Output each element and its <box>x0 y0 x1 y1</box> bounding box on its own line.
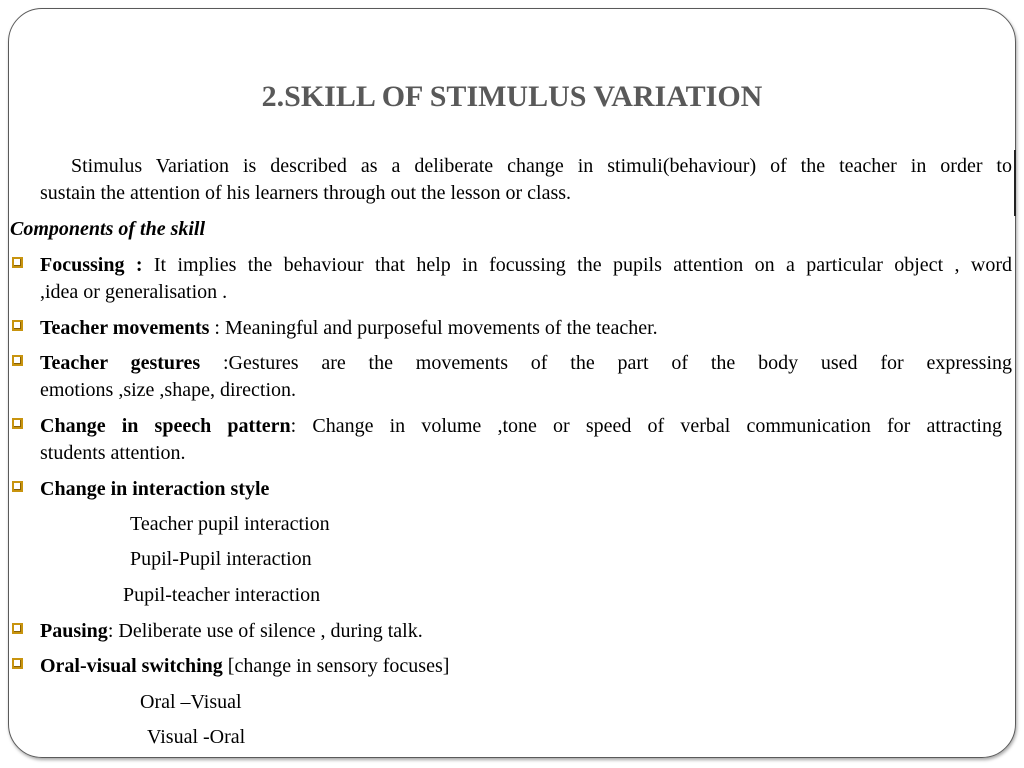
item-text: [change in sensory focuses] <box>222 655 450 677</box>
item-text: It implies the behaviour that help in focussing the pupils attention on a particular object , word <box>142 254 1012 276</box>
item-term: Teacher movements <box>40 317 210 339</box>
item-text: : Deliberate use of silence , during talk. <box>107 620 423 642</box>
intro-line-1: Stimulus Variation is described as a deliberate change in stimuli(behaviour) of the teacher in order to <box>71 155 1012 177</box>
item-oral-visual-switching <box>40 653 449 679</box>
item-pausing <box>40 618 423 644</box>
switching-type: Visual -Oral <box>147 726 246 748</box>
item-text: : Change in volume ,tone or speed of verbal communication for attracting <box>290 415 1002 437</box>
item-focussing-line2: ,idea or generalisation . <box>40 281 228 303</box>
intro-line-2: sustain the attention of his learners through out the lesson or class. <box>40 182 572 204</box>
slide-title: 2.SKILL OF STIMULUS VARIATION <box>261 80 763 113</box>
item-term: Pausing <box>40 620 108 642</box>
interaction-type: Teacher pupil interaction <box>130 513 330 535</box>
bullet-icon <box>12 658 23 669</box>
bullet-icon <box>12 355 23 366</box>
item-interaction-style <box>40 476 269 502</box>
item-text: : Meaningful and purposeful movements of the teacher. <box>209 317 658 339</box>
item-teacher-gestures-line2: emotions ,size ,shape, direction. <box>40 379 297 401</box>
bullet-icon <box>12 418 23 429</box>
bullet-icon <box>12 623 23 634</box>
bullet-icon <box>12 257 23 268</box>
item-teacher-gestures <box>40 350 1012 376</box>
item-term: Change in speech pattern <box>40 415 291 437</box>
components-heading: Components of the skill <box>10 218 206 240</box>
item-speech-pattern <box>40 413 1002 439</box>
item-term: Teacher gestures <box>40 352 201 374</box>
interaction-type: Pupil-Pupil interaction <box>130 548 312 570</box>
item-term: Focussing : <box>40 254 143 276</box>
switching-type: Oral –Visual <box>140 691 242 713</box>
item-term: Oral-visual switching <box>40 655 223 677</box>
interaction-type: Pupil-teacher interaction <box>123 584 321 606</box>
item-text: :Gestures are the movements of the part of the body used for expressing <box>200 352 1012 374</box>
item-teacher-movements <box>40 315 658 341</box>
edge-bar <box>1014 150 1016 216</box>
item-speech-pattern-line2: students attention. <box>40 442 186 464</box>
item-term: Change in interaction style <box>40 478 270 500</box>
item-focussing <box>40 252 1012 278</box>
bullet-icon <box>12 481 23 492</box>
bullet-icon <box>12 320 23 331</box>
